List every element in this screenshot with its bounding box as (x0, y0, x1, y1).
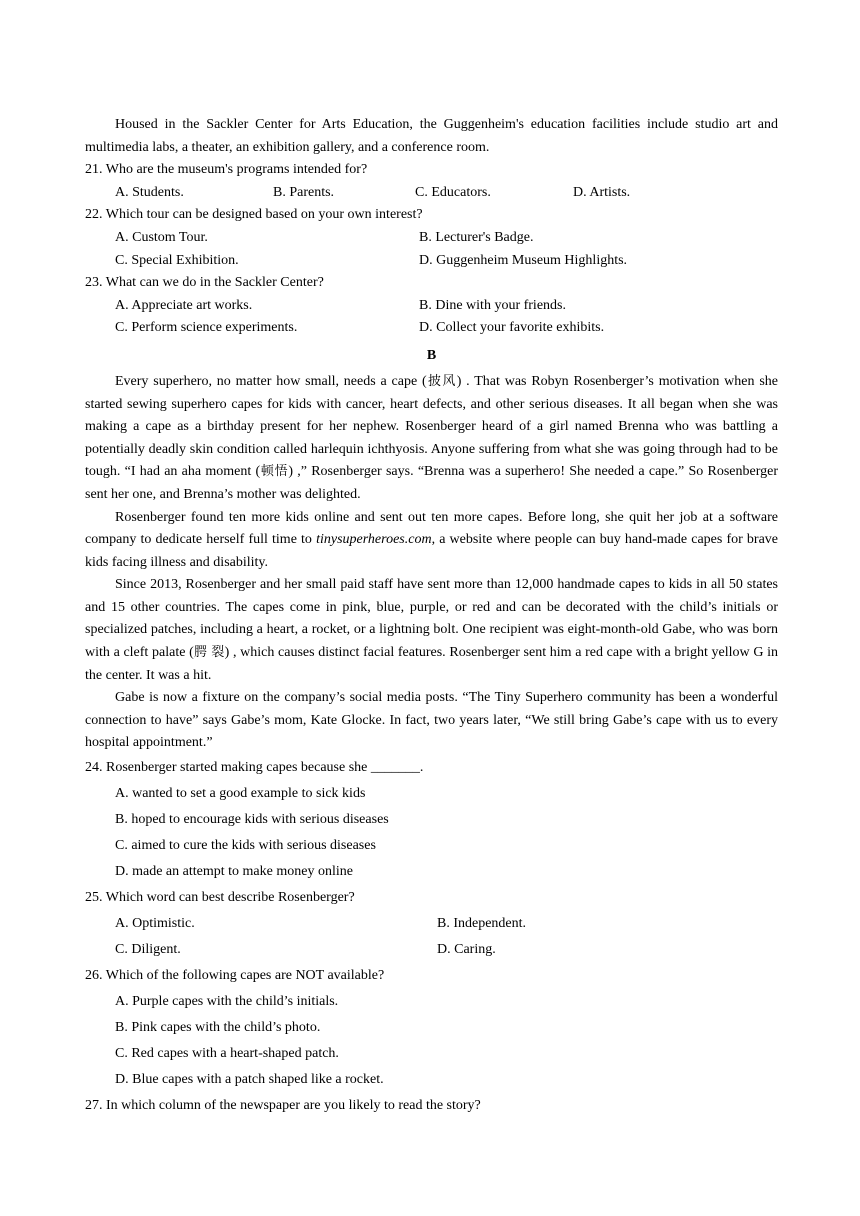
question-21-stem: 21. Who are the museum's programs intended for? (85, 162, 368, 178)
option-26-c: C. Red capes with a heart-shaped patch. (115, 1046, 339, 1062)
option-23-a: A. Appreciate art works. (115, 297, 253, 313)
p3-text-b: ) , which causes distinct facial features. Rosenberger sent him a red cape with a bright yellow G in the center. It was a hit. (85, 645, 778, 683)
question-25-options-row1 (85, 911, 778, 937)
option-24-d: D. made an attempt to make money online (115, 864, 353, 880)
option-25-d: D. Caring. (437, 942, 496, 958)
question-23-options-row2 (85, 317, 778, 340)
question-22-options-row2 (85, 250, 778, 273)
p1-text-b: ) . That was Robyn Rosenberger’s motivation when she started sewing superhero capes for kids with cancer, heart defects, and other serious diseases. It all began when she was making a cape as a birthday present for her nephew. Rosenberger heard of a girl named Brenna who was battling a potentially deadly skin condition called harlequin ichthyosis. Anyone suffering from what she was going through had to be tough. “I had an aha moment ( (85, 373, 778, 480)
p1-gloss-aha: 顿悟 (260, 464, 289, 480)
option-23-b: B. Dine with your friends. (419, 297, 566, 313)
option-26-b: B. Pink capes with the child’s photo. (115, 1020, 321, 1036)
question-24-stem: 24. Rosenberger started making capes because she _______. (85, 760, 424, 776)
option-23-c: C. Perform science experiments. (115, 320, 298, 336)
p2-text-a: Rosenberger found ten more kids online and sent out ten more capes. Before long, she quit her job at a software company to dedicate herself full time to (85, 509, 778, 548)
question-22-options-row1 (85, 227, 778, 250)
p3-gloss-cleft: 腭 裂 (193, 645, 225, 661)
passage-b-paragraph-4: Gabe is now a fixture on the company’s social media posts. “The Tiny Superhero community has been a wonderful connection to have” says Gabe’s mom, Kate Glocke. In fact, two years later, “We still bring Gabe’s cape with us to every hospital appointment.” (85, 690, 778, 751)
option-23-d: D. Collect your favorite exhibits. (419, 320, 605, 336)
passage-b-paragraph-2 (85, 507, 778, 575)
p1-gloss-cape: 披风 (426, 373, 457, 389)
p2-website: tinysuperheroes.com (316, 532, 432, 548)
option-21-b: B. Parents. (273, 184, 335, 200)
intro-paragraph: Housed in the Sackler Center for Arts Education, the Guggenheim's education facilities include studio art and multimedia labs, a theater, an exhibition gallery, and a conference room. (85, 117, 778, 155)
p1-text-a: Every superhero, no matter how small, needs a cape ( (115, 373, 427, 389)
option-24-c: C. aimed to cure the kids with serious diseases (115, 838, 376, 854)
passage-b-paragraph-1 (85, 371, 778, 507)
question-23-stem: 23. What can we do in the Sackler Center? (85, 275, 324, 291)
option-22-a: A. Custom Tour. (115, 229, 208, 245)
option-24-a: A. wanted to set a good example to sick kids (115, 786, 366, 802)
option-25-b: B. Independent. (437, 916, 527, 932)
question-23-options-row1 (85, 295, 778, 318)
document-page (85, 114, 778, 1119)
p3-text-a: Since 2013, Rosenberger and her small paid staff have sent more than 12,000 handmade capes to kids in all 50 states and 15 other countries. The capes come in pink, blue, purple, or red and can be decorated with the child’s initials or specialized patches, including a heart, a rocket, or a lightning bolt. One recipient was eight-month-old Gabe, who was born with a cleft palate ( (85, 577, 778, 661)
option-22-d: D. Guggenheim Museum Highlights. (419, 252, 628, 268)
option-21-d: D. Artists. (573, 184, 631, 200)
p1-text-c: ) ,” Rosenberger says. “Brenna was a superhero! She needed a cape.” So Rosenberger sent her one, and Brenna’s mother was delighted. (85, 464, 778, 502)
option-21-c: C. Educators. (415, 184, 491, 200)
option-25-c: C. Diligent. (115, 942, 181, 958)
section-b-heading: B (426, 347, 437, 363)
question-22-stem: 22. Which tour can be designed based on your own interest? (85, 207, 423, 223)
option-22-c: C. Special Exhibition. (115, 252, 239, 268)
option-25-a: A. Optimistic. (115, 916, 195, 932)
option-22-b: B. Lecturer's Badge. (419, 229, 534, 245)
option-26-a: A. Purple capes with the child’s initials. (115, 994, 339, 1010)
passage-b-paragraph-3 (85, 574, 778, 687)
option-21-a: A. Students. (115, 184, 184, 200)
question-26-stem: 26. Which of the following capes are NOT available? (85, 968, 385, 984)
option-24-b: B. hoped to encourage kids with serious diseases (115, 812, 389, 828)
question-25-stem: 25. Which word can best describe Rosenberger? (85, 890, 355, 906)
question-25-options-row2 (85, 937, 778, 963)
question-21-options (85, 182, 778, 205)
question-27-stem: 27. In which column of the newspaper are you likely to read the story? (85, 1098, 481, 1114)
p2-text-b: , a website where people can buy hand-made capes for brave kids facing illness and disability. (85, 532, 778, 570)
option-26-d: D. Blue capes with a patch shaped like a rocket. (115, 1072, 384, 1088)
